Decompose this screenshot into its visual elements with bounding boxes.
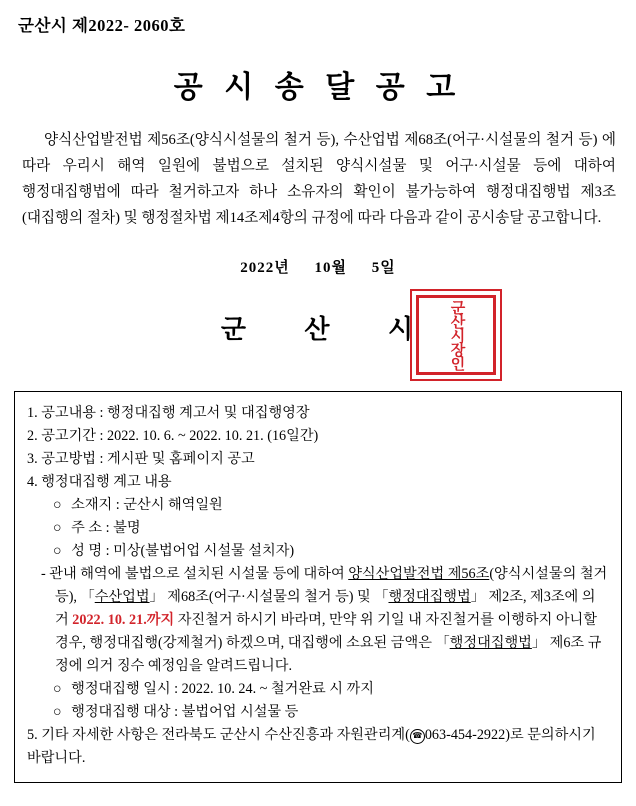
law-ref-2: 수산업법 xyxy=(94,588,150,605)
sub-item-2-label: 주 소 : xyxy=(71,519,110,536)
circle-marker-icon: ○ xyxy=(53,703,62,720)
law-ref-3: 행정대집행법 xyxy=(388,588,471,605)
item-5-text-post: )로 문의하시기 바랍니다. xyxy=(27,726,596,766)
sub2-item-1-label: 행정대집행 일시 : xyxy=(71,680,179,697)
circle-marker-icon: ○ xyxy=(53,519,62,536)
sub-item-3-value: 미상(불법어업 시설물 설치자) xyxy=(113,542,295,559)
sub-item-3-label: 성 명 : xyxy=(71,542,110,559)
list-item xyxy=(27,701,609,724)
list-item xyxy=(27,402,609,425)
item-4-label: 행정대집행 계고 내용 xyxy=(41,473,172,490)
circle-marker-icon: ○ xyxy=(53,542,62,559)
sub-item-1-label: 소재지 : xyxy=(71,496,120,513)
list-item xyxy=(27,494,609,517)
sub-item-2-value: 불명 xyxy=(113,519,141,536)
item-3-label: 공고방법 : xyxy=(41,450,104,467)
seal-char-2: 시 xyxy=(448,327,465,342)
sub2-item-1-value: 2022. 10. 24. ~ 철거완료 시 까지 xyxy=(181,680,374,697)
body-paragraph xyxy=(14,128,622,232)
seal-inner-border xyxy=(416,295,496,375)
item-2-value: 2022. 10. 6. ~ 2022. 10. 21. (16일간) xyxy=(107,427,319,444)
item-5-text-pre: 기타 자세한 사항은 전라북도 군산시 수산진흥과 자원관리계( xyxy=(41,726,410,743)
body-paragraph-text: 양식산업발전법 제56조(양식시설물의 철거 등), 수산업법 제68조(어구·시설물의 철거 등) 에 따라 우리시 해역 일원에 불법으로 설치된 양식시설물 및 어구·시설물 등에 대하여 행정대집행법에 따라 철거하고자 하나 소유자의 확인이 불가능하여 행정대집행법 제3조(대집행의 절차) 및 행정절차법 제14조제4항의 규정에 따라 다음과 같이 공시송달 공고합니다. xyxy=(22,132,616,226)
seal-char-3: 장 xyxy=(448,341,465,356)
page-title: 공 시 송 달 공 고 xyxy=(173,71,463,104)
circle-marker-icon: ○ xyxy=(53,496,62,513)
document-number: 군산시 제2022- 2060호 xyxy=(18,16,186,35)
signature-row xyxy=(14,289,622,381)
notice-list xyxy=(27,402,609,770)
dash-paragraph-mid4: 자진철거 하시기 바라며, 만약 위 기일 내 자진철거를 이행하지 아니할 경우, 행정대집행(강제철거) 하겠으며, 대집행에 소요된 금액은 「 xyxy=(55,611,597,651)
seal-char-0: 군 xyxy=(448,299,465,314)
list-item xyxy=(27,517,609,540)
issuer-name: 군 산 시 xyxy=(220,314,440,344)
list-item xyxy=(27,678,609,701)
sub2-item-2-label: 행정대집행 대상 : xyxy=(71,703,179,720)
seal-text xyxy=(448,298,465,372)
list-item-paragraph xyxy=(27,563,609,678)
issue-year: 2022년 xyxy=(240,259,290,276)
dash-paragraph-mid2: 」 제68조(어구·시설물의 철거 등) 및 「 xyxy=(149,588,389,605)
list-item xyxy=(27,471,609,494)
dash-paragraph-mid3: 」 제2조, 제3조에 의거 xyxy=(55,588,596,628)
issue-month: 10월 xyxy=(314,259,347,276)
sub2-item-2-value: 불법어업 시설물 등 xyxy=(181,703,299,720)
dash-paragraph-end: 」 제6조 규정에 의거 징수 예정임을 알려드립니다. xyxy=(55,634,602,674)
item-1-no: 1. xyxy=(27,404,38,421)
sub-item-1-value: 군산시 해역일원 xyxy=(123,496,223,513)
issue-day: 5일 xyxy=(371,259,396,276)
notice-box xyxy=(14,391,622,783)
dash-paragraph-mid1: (양식시설물의 철거 등), 「 xyxy=(55,565,608,605)
seal-char-1: 산 xyxy=(448,313,465,328)
list-item xyxy=(27,425,609,448)
dash-paragraph-pre: - 관내 해역에 불법으로 설치된 시설물 등에 대하여 xyxy=(41,565,349,582)
issue-date xyxy=(14,256,622,277)
list-item xyxy=(27,540,609,563)
item-1-label: 공고내용 : xyxy=(41,404,104,421)
circle-marker-icon: ○ xyxy=(53,680,62,697)
official-seal xyxy=(410,289,502,381)
item-1-value: 행정대집행 계고서 및 대집행영장 xyxy=(107,404,310,421)
list-item xyxy=(27,724,609,770)
law-ref-4: 행정대집행법 xyxy=(449,634,532,651)
deadline-highlight: 2022. 10. 21.까지 xyxy=(72,611,175,628)
item-2-label: 공고기간 : xyxy=(41,427,104,444)
item-3-value: 게시판 및 홈페이지 공고 xyxy=(107,450,255,467)
item-5-no: 5. xyxy=(27,726,38,743)
item-2-no: 2. xyxy=(27,427,38,444)
item-4-no: 4. xyxy=(27,473,38,490)
list-item xyxy=(27,448,609,471)
seal-char-4: 인 xyxy=(448,355,465,370)
law-ref-1: 양식산업발전법 제56조 xyxy=(348,565,490,582)
item-3-no: 3. xyxy=(27,450,38,467)
phone-icon: ☎ xyxy=(410,729,425,744)
contact-phone: 063-454-2922 xyxy=(424,726,506,743)
